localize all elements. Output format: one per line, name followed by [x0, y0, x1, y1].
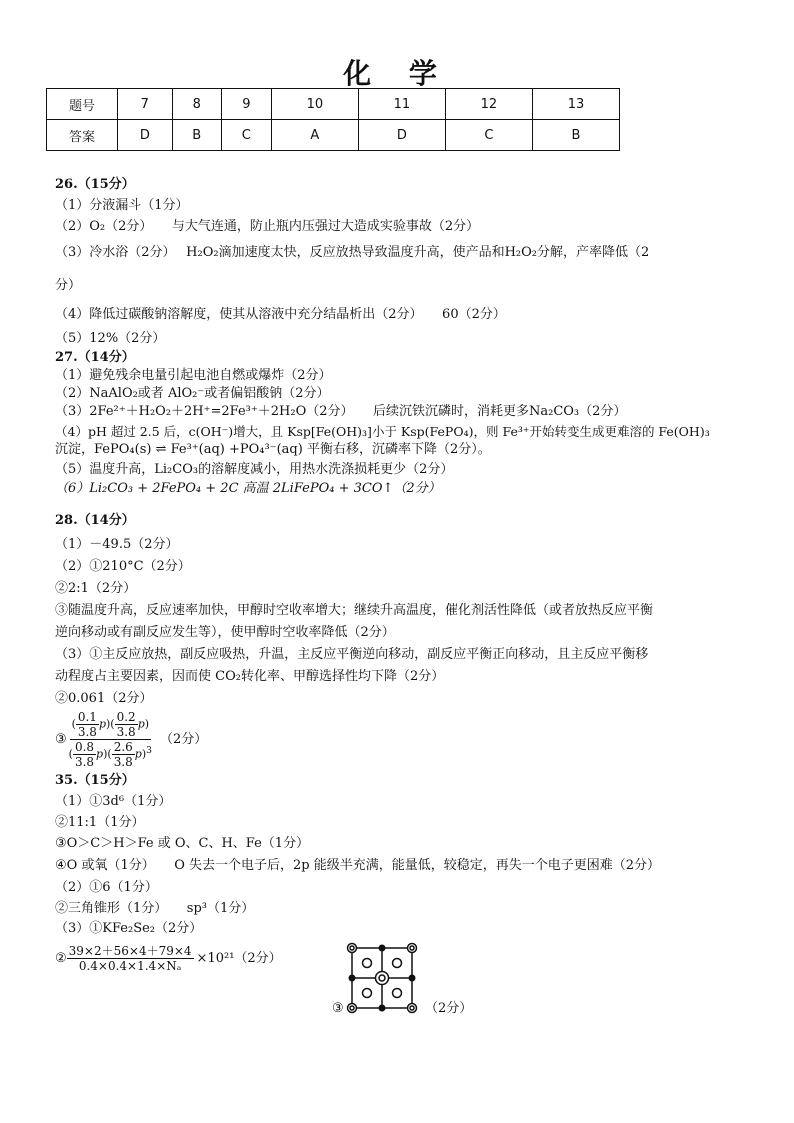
atom-inner [350, 1006, 354, 1010]
fraction: $\frac{0.8}{3.8}$ [74, 740, 95, 769]
q27-line: （1）避免残余电量引起电池自燃或爆炸（2分） [55, 368, 332, 383]
atom-center-inner [379, 975, 385, 981]
answer-cell: C [445, 120, 532, 151]
q28-line: 逆向移动或有副反应发生等），使甲醇时空收率降低（2分） [55, 625, 395, 640]
question-number: 7 [118, 89, 173, 120]
circled-number: ② [55, 950, 67, 966]
atom-open [363, 959, 372, 968]
crystal-projection-figure [332, 940, 432, 1020]
score: （2分） [159, 731, 208, 747]
q35-line: （2）①6（1分） [55, 880, 158, 895]
atom-open [363, 989, 372, 998]
answer-row [47, 120, 620, 151]
q35-line: ④O 或氧（1分） O 失去一个电子后，2p 能级半充满，能量低，较稳定，再失一个电子更困难（2分） [55, 858, 661, 873]
q26-line: （3）冷水浴（2分） H₂O₂滴加速度太快，反应放热导致温度升高，使产品和H₂O₂分解，产率降低（2 [55, 245, 650, 260]
q35-density-expression [55, 944, 282, 973]
q27-header: 27.（14分） [55, 350, 135, 365]
q27-line: （3）2Fe²⁺＋H₂O₂＋2H⁺=2Fe³⁺＋2H₂O（2分） 后续沉铁沉磷时，消耗更多Na₂CO₃（2分） [55, 404, 627, 419]
question-number: 9 [221, 89, 271, 120]
page-title: 化 学 [343, 57, 451, 90]
atom-open [393, 989, 402, 998]
q27-line: （6）Li₂CO₃ + 2FePO₄ + 2C 高温 2LiFePO₄ + 3CO↑（2分） [55, 481, 441, 496]
q35-header: 35.（15分） [55, 773, 135, 788]
row-label: 答案 [47, 120, 118, 151]
atom-inner [350, 946, 354, 950]
q27-line: （5）温度升高，Li₂CO₃的溶解度减小，用热水洗涤损耗更少（2分） [55, 462, 454, 477]
answer-cell: C [221, 120, 271, 151]
answer-cell: D [118, 120, 173, 151]
q35-line: （3）①KFe₂Se₂（2分） [55, 921, 203, 936]
q26-line: （2）O₂（2分） 与大气连通，防止瓶内压强过大造成实验事故（2分） [55, 219, 480, 234]
circled-number: ③ [55, 731, 67, 747]
answer-cell: A [271, 120, 358, 151]
question-number: 10 [271, 89, 358, 120]
q35-line: （1）①3d⁶（1分） [55, 794, 172, 809]
row-label: 题号 [47, 89, 118, 120]
q28-line: （1）－49.5（2分） [55, 537, 179, 552]
q26-line: （5）12%（2分） [55, 331, 166, 346]
answer-cell: D [358, 120, 445, 151]
q27-line: 沉淀，FePO₄(s) ⇌ Fe³⁺(aq) +PO₄³⁻(aq) 平衡右移，沉磷率下降（2分）。 [55, 442, 491, 457]
atom-solid [379, 945, 386, 952]
question-number: 12 [445, 89, 532, 120]
score: （2分） [425, 1001, 473, 1016]
atom-open [393, 959, 402, 968]
question-number-row [47, 89, 620, 120]
fraction: $\frac{0.2}{3.8}$ [116, 710, 136, 739]
question-number: 8 [172, 89, 221, 120]
big-fraction [67, 710, 154, 769]
atom-inner [410, 946, 414, 950]
q28-line: ③随温度升高，反应速率加快，甲醇时空收率增大；继续升高温度，催化剂活性降低（或者放热反应平衡 [55, 603, 654, 618]
answer-cell: B [532, 120, 619, 151]
fraction-numerator: 39×2＋56×4＋79×4 [68, 944, 192, 958]
q28-header: 28.（14分） [55, 513, 135, 528]
q28-line: 动程度占主要因素，因而使 CO₂转化率、甲醇选择性均下降（2分） [55, 669, 445, 684]
atom-solid [409, 975, 416, 982]
q26-line: （1）分液漏斗（1分） [55, 198, 189, 213]
q28-line: （3）①主反应放热，副反应吸热，升温，主反应平衡逆向移动，副反应平衡正向移动，且主反应平衡移 [55, 647, 649, 662]
question-number: 13 [532, 89, 619, 120]
atom-solid [379, 1005, 386, 1012]
density-fraction [67, 944, 194, 973]
fraction: $\frac{2.6}{3.8}$ [113, 740, 133, 769]
q28-line: ②2:1（2分） [55, 581, 137, 596]
fraction: $\frac{0.1}{3.8}$ [77, 710, 97, 739]
q26-header: 26.（15分） [55, 177, 135, 192]
q28-equilibrium-expression [55, 710, 207, 769]
fraction-denominator: ( $\frac{0.8}{3.8}$ p)( $\frac{2.6}{3.8}$ p)$^3$ [68, 740, 152, 769]
circled-number: ③ [332, 1001, 344, 1016]
q28-line: ②0.061（2分） [55, 691, 153, 706]
atom-solid [349, 975, 356, 982]
question-number: 11 [358, 89, 445, 120]
fraction-numerator: ( $\frac{0.1}{3.8}$ p)( $\frac{0.2}{3.8}$ p) [71, 710, 150, 739]
q28-line: （2）①210°C（2分） [55, 559, 191, 574]
fraction-denominator: 0.4×0.4×1.4×Nₐ [78, 959, 182, 973]
q27-line: （2）NaAlO₂或者 AlO₂⁻或者偏铝酸钠（2分） [55, 386, 330, 401]
q35-line: ②11:1（1分） [55, 815, 145, 830]
answer-table [46, 88, 620, 151]
q26-line: （4）降低过碳酸钠溶解度，使其从溶液中充分结晶析出（2分） 60（2分） [55, 307, 506, 322]
density-suffix: ×10²¹（2分） [196, 950, 282, 966]
q27-line: （4）pH 超过 2.5 后，c(OH⁻)增大，且 Ksp[Fe(OH)₃]小于 Ksp(FePO₄)，则 Fe³⁺开始转变生成更难溶的 Fe(OH)₃ [55, 424, 710, 439]
q35-line: ②三角锥形（1分） sp³（1分） [55, 901, 255, 916]
atom-inner [410, 1006, 414, 1010]
q35-line: ③O＞C＞H＞Fe 或 O、C、H、Fe（1分） [55, 836, 310, 851]
answer-cell: B [172, 120, 221, 151]
q26-line: 分） [55, 278, 82, 293]
